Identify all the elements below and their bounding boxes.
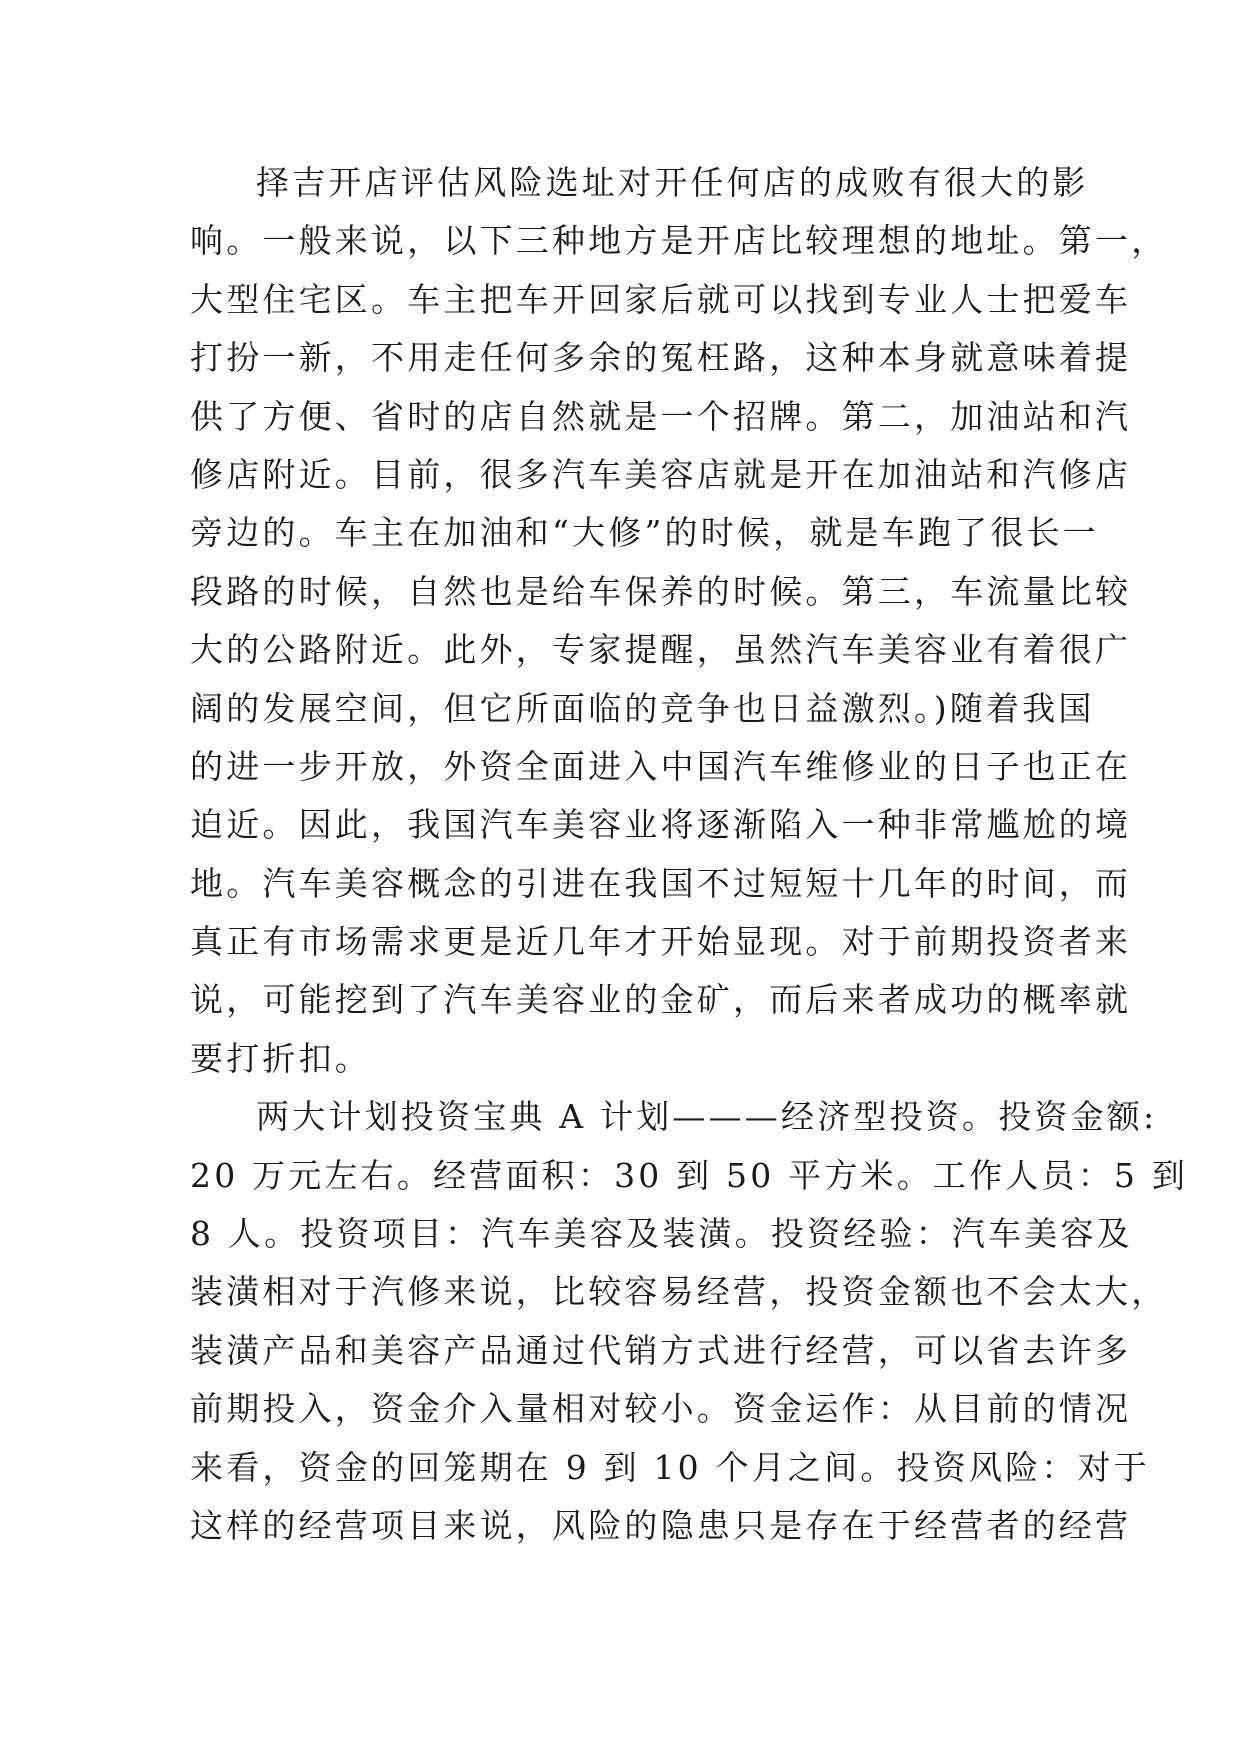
- text-line: 迫近。因此，我国汽车美容业将逐渐陷入一种非常尴尬的境: [190, 805, 1132, 845]
- text-line: 供了方便、省时的店自然就是一个招牌。第二，加油站和汽: [190, 396, 1132, 436]
- text-line: 这样的经营项目来说，风险的隐患只是存在于经营者的经营: [190, 1505, 1132, 1545]
- text-line: 前期投入，资金介入量相对较小。资金运作：从目前的情况: [190, 1389, 1132, 1429]
- text-line: 20 万元左右。经营面积：30 到 50 平方米。工作人员：5 到: [190, 1155, 1189, 1195]
- text-line: 装潢产品和美容产品通过代销方式进行经营，可以省去许多: [190, 1330, 1132, 1370]
- text-line: 响。一般来说，以下三种地方是开店比较理想的地址。第一，: [190, 221, 1168, 261]
- text-line: 大型住宅区。车主把车开回家后就可以找到专业人士把爱车: [190, 279, 1132, 319]
- paragraph-investment-plan: [190, 1088, 1189, 1555]
- text-line: 8 人。投资项目：汽车美容及装潢。投资经验：汽车美容及: [190, 1214, 1133, 1254]
- document-body: [190, 154, 1189, 1555]
- text-line: 大的公路附近。此外，专家提醒，虽然汽车美容业有着很广: [190, 630, 1132, 670]
- text-line: 旁边的。车主在加油和“大修”的时候，就是车跑了很长一: [190, 513, 1099, 553]
- text-line: 地。汽车美容概念的引进在我国不过短短十几年的时间，而: [190, 863, 1132, 903]
- text-line: 来看，资金的回笼期在 9 到 10 个月之间。投资风险：对于: [190, 1447, 1150, 1487]
- text-line: 要打折扣。: [190, 1038, 371, 1078]
- text-line: 段路的时候，自然也是给车保养的时候。第三，车流量比较: [190, 571, 1132, 611]
- text-line: 两大计划投资宝典 A 计划———经济型投资。投资金额:: [256, 1097, 1158, 1137]
- paragraph-shop-location: [190, 154, 1168, 1088]
- text-line: 阔的发展空间，但它所面临的竞争也日益激烈。)随着我国: [190, 688, 1095, 728]
- text-line: 修店附近。目前，很多汽车美容店就是开在加油站和汽修店: [190, 454, 1132, 494]
- text-line: 说，可能挖到了汽车美容业的金矿，而后来者成功的概率就: [190, 980, 1132, 1020]
- text-line: 打扮一新，不用走任何多余的冤枉路，这种本身就意味着提: [190, 338, 1132, 378]
- text-line: 的进一步开放，外资全面进入中国汽车维修业的日子也正在: [190, 746, 1132, 786]
- text-line: 真正有市场需求更是近几年才开始显现。对于前期投资者来: [190, 922, 1132, 962]
- text-line: 择吉开店评估风险选址对开任何店的成败有很大的影: [256, 163, 1089, 202]
- text-line: 装潢相对于汽修来说，比较容易经营，投资金额也不会太大，: [190, 1272, 1168, 1312]
